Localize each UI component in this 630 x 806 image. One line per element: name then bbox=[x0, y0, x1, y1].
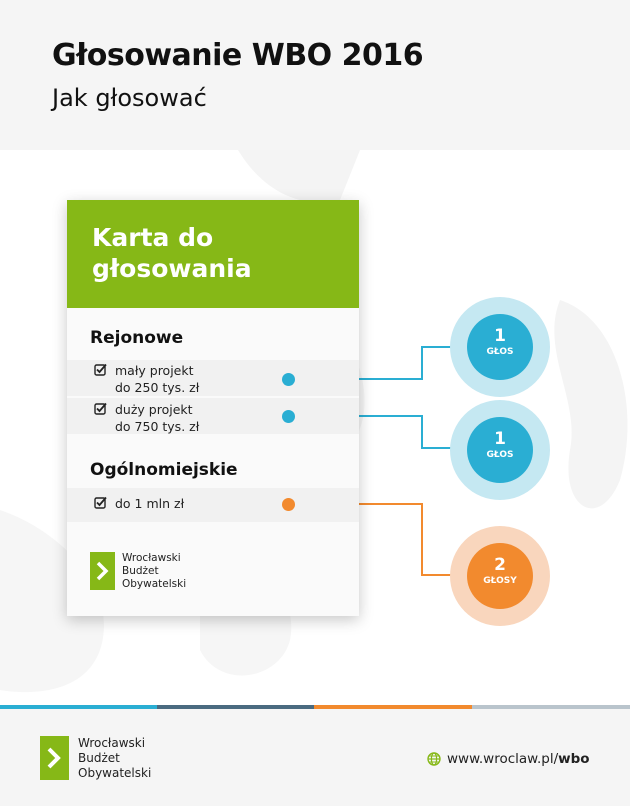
section-title-ogolnomiejskie: Ogólnomiejskie bbox=[90, 460, 238, 480]
logo-text bbox=[122, 552, 186, 591]
option-line: mały projekt bbox=[115, 363, 194, 378]
logo-line: Wrocławski bbox=[122, 552, 181, 564]
checkbox-checked-icon bbox=[94, 496, 107, 509]
url-bold: wbo bbox=[558, 751, 590, 767]
option-large-project bbox=[94, 401, 199, 435]
logo-mark bbox=[90, 552, 115, 590]
option-line: do 1 mln zł bbox=[115, 496, 185, 511]
vote-circle bbox=[450, 526, 550, 626]
ballot-card bbox=[67, 200, 359, 616]
ballot-card-header bbox=[67, 200, 359, 308]
option-line: do 750 tys. zł bbox=[115, 419, 200, 434]
logo-line: Wrocławski bbox=[78, 736, 146, 750]
logo-mark bbox=[40, 736, 69, 780]
website-link[interactable] bbox=[427, 751, 590, 767]
logo-line: Obywatelski bbox=[78, 766, 152, 780]
vote-label: GŁOS bbox=[486, 347, 514, 357]
vote-circle bbox=[450, 400, 550, 500]
vote-circle-inner bbox=[467, 417, 533, 483]
globe-icon bbox=[427, 752, 441, 766]
ballot-card-title-line1: Karta do bbox=[92, 223, 214, 252]
connector-dot bbox=[282, 498, 295, 511]
vote-count: 1 bbox=[494, 429, 506, 449]
url-prefix: www.wroclaw.pl/ bbox=[447, 751, 559, 767]
vote-circle-inner bbox=[467, 314, 533, 380]
logo-line: Budżet bbox=[122, 565, 159, 577]
vote-circle-inner bbox=[467, 543, 533, 609]
logo-text bbox=[78, 736, 151, 781]
logo-line: Obywatelski bbox=[122, 578, 187, 590]
vote-label: GŁOS bbox=[486, 450, 514, 460]
connector-dot bbox=[282, 373, 295, 386]
footer bbox=[0, 709, 630, 806]
ballot-card-title-line2: głosowania bbox=[92, 254, 252, 283]
page-title: Głosowanie WBO 2016 bbox=[52, 38, 424, 73]
chevron-right-icon bbox=[40, 736, 69, 780]
vote-count: 2 bbox=[494, 555, 506, 575]
option-line: do 250 tys. zł bbox=[115, 380, 200, 395]
vote-circle bbox=[450, 297, 550, 397]
checkbox-checked-icon bbox=[94, 402, 107, 415]
connector-dot bbox=[282, 410, 295, 423]
option-small-project bbox=[94, 362, 199, 396]
logo-line: Budżet bbox=[78, 751, 120, 765]
page-subtitle: Jak głosować bbox=[52, 84, 207, 112]
vote-label: GŁOSY bbox=[483, 576, 517, 586]
chevron-right-icon bbox=[90, 552, 115, 590]
option-line: duży projekt bbox=[115, 402, 193, 417]
checkbox-checked-icon bbox=[94, 363, 107, 376]
vote-count: 1 bbox=[494, 326, 506, 346]
option-citywide bbox=[94, 495, 184, 512]
section-title-rejonowe: Rejonowe bbox=[90, 328, 184, 348]
